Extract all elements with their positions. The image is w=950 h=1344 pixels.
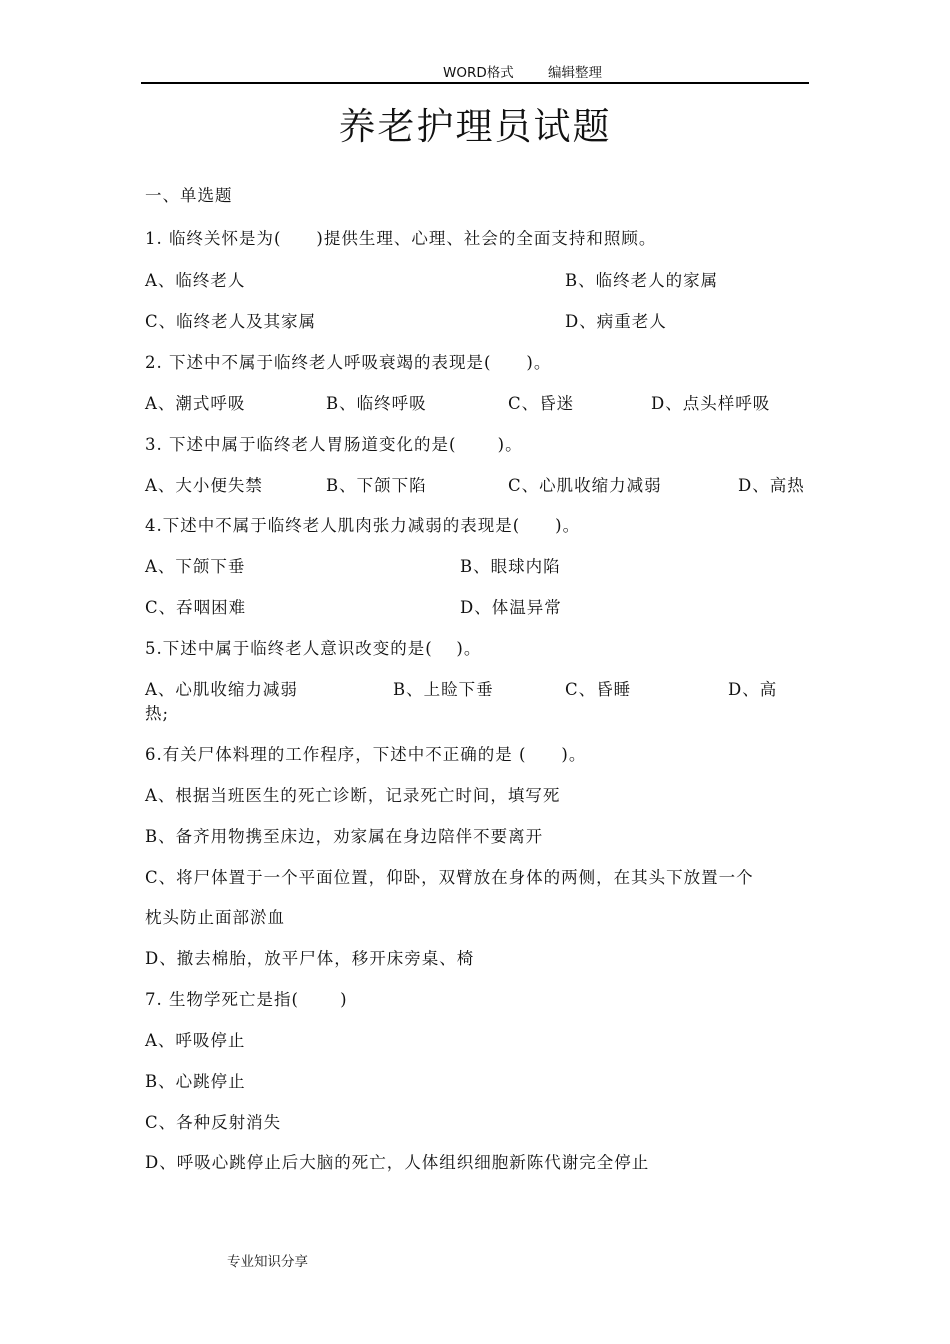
- header-rule: [141, 82, 809, 84]
- q5-option-a: A、心肌收缩力减弱: [145, 680, 298, 699]
- header-edit-label: 编辑整理: [548, 65, 603, 81]
- q5-stem: 5.下述中属于临终老人意识改变的是( )。: [145, 639, 482, 658]
- q1-option-d: D、病重老人: [565, 312, 667, 331]
- q3-option-d: D、高热: [738, 476, 805, 495]
- q7-stem: 7. 生物学死亡是指( ): [145, 990, 348, 1009]
- q1-option-a: A、临终老人: [145, 271, 246, 290]
- q5-option-b: B、上睑下垂: [393, 680, 494, 699]
- section-heading: 一、单选题: [145, 186, 233, 205]
- q7-option-a: A、呼吸停止: [145, 1031, 246, 1050]
- q7-option-d: D、呼吸心跳停止后大脑的死亡，人体组织细胞新陈代谢完全停止: [145, 1153, 650, 1172]
- q1-option-b: B、临终老人的家属: [565, 271, 719, 290]
- page-header: [443, 61, 602, 81]
- q3-option-a: A、大小便失禁: [145, 476, 263, 495]
- q3-option-b: B、下颌下陷: [326, 476, 427, 495]
- q4-option-a: A、下颌下垂: [145, 557, 246, 576]
- q5-option-c: C、昏睡: [565, 680, 632, 699]
- q5-option-d: D、高: [728, 680, 778, 699]
- q4-option-c: C、吞咽困难: [145, 598, 247, 617]
- q3-stem: 3. 下述中属于临终老人胃肠道变化的是( )。: [145, 435, 523, 454]
- q4-option-b: B、眼球内陷: [460, 557, 561, 576]
- q2-option-b: B、临终呼吸: [326, 394, 427, 413]
- q5-option-d-wrap: 热;: [145, 704, 170, 723]
- q2-option-c: C、昏迷: [508, 394, 575, 413]
- q1-stem: 1. 临终关怀是为( )提供生理、心理、社会的全面支持和照顾。: [145, 229, 657, 248]
- page-title: 养老护理员试题: [338, 105, 612, 148]
- q4-option-d: D、体温异常: [460, 598, 562, 617]
- q1-option-c: C、临终老人及其家属: [145, 312, 317, 331]
- q2-stem: 2. 下述中不属于临终老人呼吸衰竭的表现是( )。: [145, 353, 552, 372]
- q7-option-b: B、心跳停止: [145, 1072, 246, 1091]
- header-format-label: WORD格式: [443, 65, 514, 81]
- q6-stem: 6.有关尸体料理的工作程序，下述中不正确的是 ( )。: [145, 745, 587, 764]
- q6-option-a: A、根据当班医生的死亡诊断，记录死亡时间，填写死: [145, 786, 561, 805]
- q3-option-c: C、心肌收缩力减弱: [508, 476, 662, 495]
- q6-option-b: B、备齐用物携至床边，劝家属在身边陪伴不要离开: [145, 827, 544, 846]
- q6-option-c-wrap: 枕头防止面部淤血: [145, 908, 285, 927]
- q2-option-d: D、点头样呼吸: [651, 394, 771, 413]
- page-footer: 专业知识分享: [227, 1254, 308, 1270]
- q2-option-a: A、潮式呼吸: [145, 394, 246, 413]
- q6-option-c: C、将尸体置于一个平面位置，仰卧，双臂放在身体的两侧，在其头下放置一个: [145, 868, 754, 887]
- q6-option-d: D、撤去棉胎，放平尸体，移开床旁桌、椅: [145, 949, 475, 968]
- q7-option-c: C、各种反射消失: [145, 1113, 282, 1132]
- q4-stem: 4.下述中不属于临终老人肌肉张力减弱的表现是( )。: [145, 516, 581, 535]
